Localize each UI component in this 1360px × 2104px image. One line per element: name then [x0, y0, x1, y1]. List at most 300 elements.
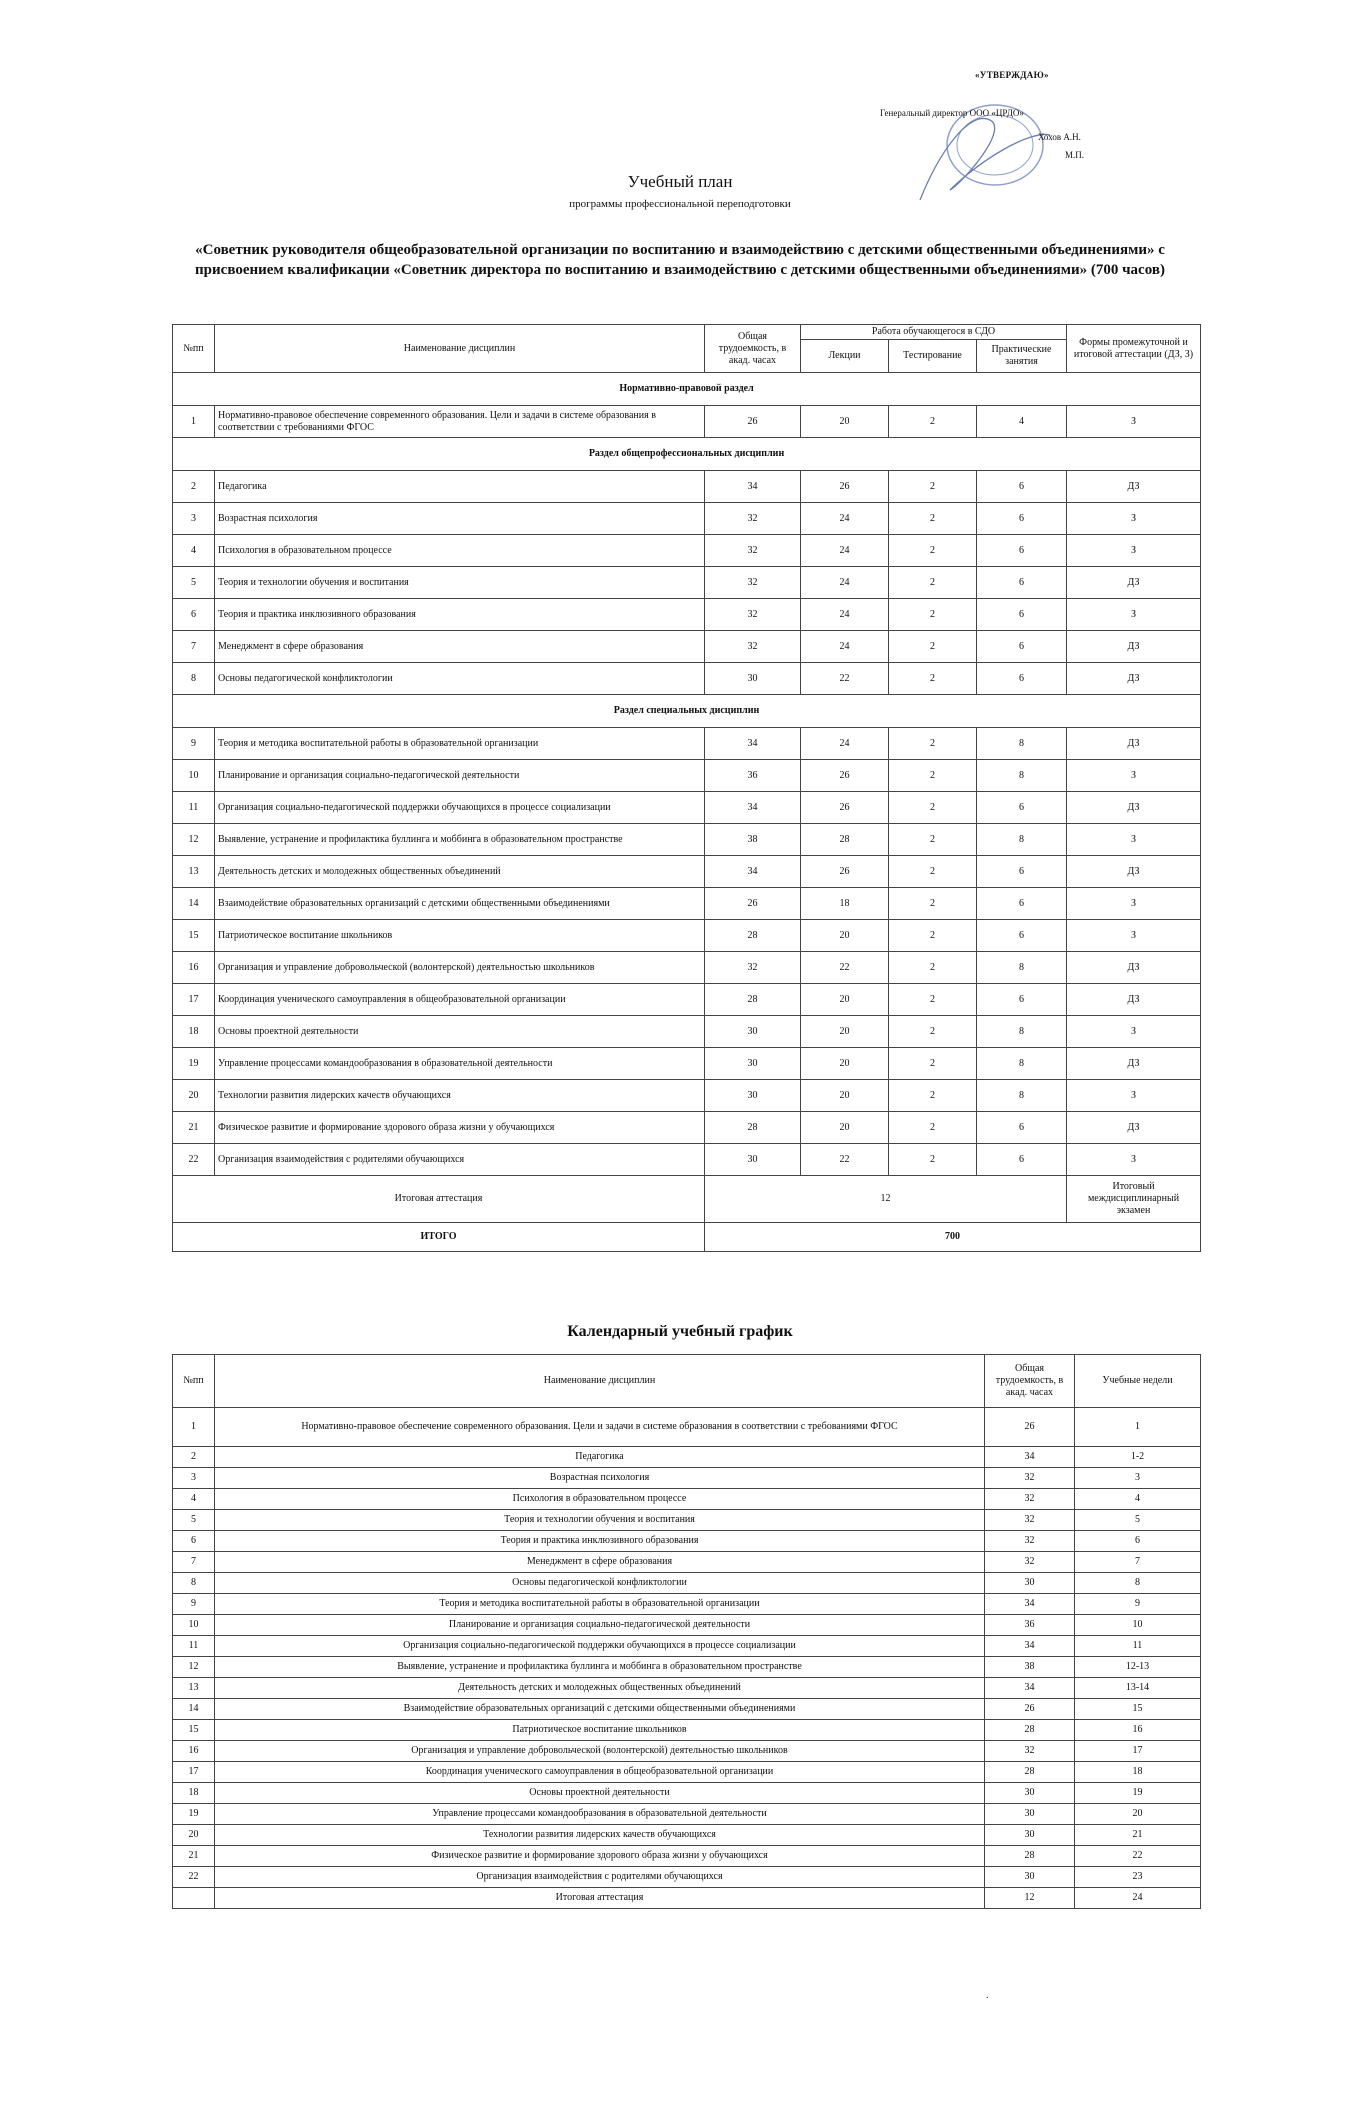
- cal-row-total: 30: [985, 1573, 1075, 1594]
- page-title: Учебный план: [627, 172, 733, 191]
- row-practice: 6: [977, 1112, 1067, 1144]
- table-row: [173, 535, 1201, 567]
- row-practice: 6: [977, 856, 1067, 888]
- row-practice: 6: [977, 888, 1067, 920]
- row-total: 30: [705, 1080, 801, 1112]
- table-row: [173, 1048, 1201, 1080]
- table-row: [173, 1573, 1201, 1594]
- cal-row-weeks: 13-14: [1075, 1678, 1201, 1699]
- row-form: ДЗ: [1067, 728, 1201, 760]
- row-practice: 6: [977, 663, 1067, 695]
- row-lectures: 20: [801, 984, 889, 1016]
- final-label: Итоговая аттестация: [173, 1176, 705, 1223]
- row-practice: 8: [977, 1016, 1067, 1048]
- table-row: [173, 503, 1201, 535]
- row-num: 16: [173, 952, 215, 984]
- cal-row-num: 10: [173, 1615, 215, 1636]
- cal-row-name: Основы проектной деятельности: [215, 1783, 985, 1804]
- cal-row-weeks: 5: [1075, 1510, 1201, 1531]
- cal-row-num: 18: [173, 1783, 215, 1804]
- row-name: Организация социально-педагогической поддержки обучающихся в процессе социализации: [215, 792, 705, 824]
- cal-row-weeks: 17: [1075, 1741, 1201, 1762]
- row-total: 28: [705, 984, 801, 1016]
- row-total: 30: [705, 1016, 801, 1048]
- final-hours: 12: [705, 1176, 1067, 1223]
- cal-row-total: 30: [985, 1825, 1075, 1846]
- header-lectures: Лекции: [801, 340, 889, 373]
- cal-row-weeks: 7: [1075, 1552, 1201, 1573]
- cal-row-total: 32: [985, 1741, 1075, 1762]
- row-lectures: 22: [801, 952, 889, 984]
- row-testing: 2: [889, 599, 977, 631]
- cal-row-name: Организация взаимодействия с родителями обучающихся: [215, 1867, 985, 1888]
- row-testing: 2: [889, 984, 977, 1016]
- cal-row-name: Координация ученического самоуправления в общеобразовательной организации: [215, 1762, 985, 1783]
- cal-row-name: Педагогика: [215, 1447, 985, 1468]
- row-practice: 8: [977, 728, 1067, 760]
- cal-row-name: Менеджмент в сфере образования: [215, 1552, 985, 1573]
- row-total: 28: [705, 920, 801, 952]
- row-num: 4: [173, 535, 215, 567]
- row-num: 14: [173, 888, 215, 920]
- cal-row-num: 1: [173, 1408, 215, 1447]
- cal-row-weeks: 16: [1075, 1720, 1201, 1741]
- calendar-title: Календарный учебный график: [567, 1323, 793, 1340]
- row-lectures: 22: [801, 663, 889, 695]
- row-form: ДЗ: [1067, 952, 1201, 984]
- row-lectures: 24: [801, 567, 889, 599]
- section-title: Нормативно-правовой раздел: [173, 373, 1201, 406]
- cal-row-name: Планирование и организация социально-педагогической деятельности: [215, 1615, 985, 1636]
- cal-row-num: 3: [173, 1468, 215, 1489]
- table-row: [173, 952, 1201, 984]
- section-title: Раздел специальных дисциплин: [173, 695, 1201, 728]
- row-testing: 2: [889, 760, 977, 792]
- table-row: [173, 406, 1201, 438]
- table-row: [173, 1615, 1201, 1636]
- table-row: [173, 1699, 1201, 1720]
- cal-row-weeks: 10: [1075, 1615, 1201, 1636]
- row-total: 34: [705, 471, 801, 503]
- row-name: Выявление, устранение и профилактика буллинга и моббинга в образовательном пространстве: [215, 824, 705, 856]
- row-num: 1: [173, 406, 215, 438]
- row-num: 15: [173, 920, 215, 952]
- cal-row-total: 30: [985, 1804, 1075, 1825]
- row-testing: 2: [889, 406, 977, 438]
- cal-row-weeks: 19: [1075, 1783, 1201, 1804]
- row-lectures: 24: [801, 728, 889, 760]
- cal-row-name: Теория и методика воспитательной работы в образовательной организации: [215, 1594, 985, 1615]
- table-row: [173, 888, 1201, 920]
- cal-row-name: Технологии развития лидерских качеств обучающихся: [215, 1825, 985, 1846]
- row-lectures: 20: [801, 920, 889, 952]
- row-total: 26: [705, 888, 801, 920]
- row-total: 32: [705, 952, 801, 984]
- header-num: №пп: [173, 325, 215, 373]
- approval-stamp-place: М.П.: [1065, 150, 1085, 160]
- section-row: [173, 695, 1201, 728]
- row-practice: 8: [977, 760, 1067, 792]
- row-name: Управление процессами командообразования в образовательной деятельности: [215, 1048, 705, 1080]
- table-row: [173, 1447, 1201, 1468]
- row-practice: 6: [977, 1144, 1067, 1176]
- row-lectures: 26: [801, 760, 889, 792]
- row-num: 18: [173, 1016, 215, 1048]
- cal-row-total: 34: [985, 1678, 1075, 1699]
- header-forms: Формы промежуточной и итоговой аттестации (ДЗ, З): [1067, 325, 1201, 373]
- row-testing: 2: [889, 535, 977, 567]
- cal-row-num: [173, 1888, 215, 1909]
- cal-row-num: 7: [173, 1552, 215, 1573]
- cal-row-num: 16: [173, 1741, 215, 1762]
- final-attestation-row: [173, 1176, 1201, 1223]
- table-row: [173, 1552, 1201, 1573]
- table-row: [173, 856, 1201, 888]
- row-num: 13: [173, 856, 215, 888]
- table-row: [173, 1531, 1201, 1552]
- table-row: [173, 1720, 1201, 1741]
- row-total: 38: [705, 824, 801, 856]
- cal-row-weeks: 21: [1075, 1825, 1201, 1846]
- row-lectures: 20: [801, 1112, 889, 1144]
- cal-header-total: Общая трудоемкость, в акад. часах: [985, 1355, 1075, 1408]
- cal-row-name: Взаимодействие образовательных организаций с детскими общественными объединениями: [215, 1699, 985, 1720]
- row-practice: 4: [977, 406, 1067, 438]
- row-lectures: 20: [801, 406, 889, 438]
- curriculum-table: [172, 324, 1201, 1252]
- row-num: 17: [173, 984, 215, 1016]
- cal-row-total: 34: [985, 1447, 1075, 1468]
- row-lectures: 28: [801, 824, 889, 856]
- row-form: ДЗ: [1067, 631, 1201, 663]
- cal-header-weeks: Учебные недели: [1075, 1355, 1201, 1408]
- row-testing: 2: [889, 567, 977, 599]
- row-name: Основы проектной деятельности: [215, 1016, 705, 1048]
- table-row: [173, 1741, 1201, 1762]
- row-num: 22: [173, 1144, 215, 1176]
- cal-row-total: 32: [985, 1510, 1075, 1531]
- cal-row-num: 9: [173, 1594, 215, 1615]
- row-num: 2: [173, 471, 215, 503]
- row-name: Физическое развитие и формирование здорового образа жизни у обучающихся: [215, 1112, 705, 1144]
- row-testing: 2: [889, 952, 977, 984]
- row-name: Технологии развития лидерских качеств обучающихся: [215, 1080, 705, 1112]
- row-practice: 6: [977, 631, 1067, 663]
- table-row: [173, 1804, 1201, 1825]
- row-total: 28: [705, 1112, 801, 1144]
- row-name: Организация и управление добровольческой (волонтерской) деятельностью школьников: [215, 952, 705, 984]
- cal-row-num: 21: [173, 1846, 215, 1867]
- row-lectures: 24: [801, 599, 889, 631]
- row-num: 19: [173, 1048, 215, 1080]
- cal-row-total: 36: [985, 1615, 1075, 1636]
- row-total: 32: [705, 631, 801, 663]
- row-num: 3: [173, 503, 215, 535]
- cal-row-weeks: 23: [1075, 1867, 1201, 1888]
- row-num: 20: [173, 1080, 215, 1112]
- row-practice: 6: [977, 920, 1067, 952]
- page-subtitle: программы профессиональной переподготовки: [569, 198, 791, 210]
- row-form: З: [1067, 535, 1201, 567]
- row-name: Взаимодействие образовательных организаций с детскими общественными объединениями: [215, 888, 705, 920]
- row-form: З: [1067, 406, 1201, 438]
- row-practice: 6: [977, 535, 1067, 567]
- cal-row-total: 32: [985, 1489, 1075, 1510]
- table-header-row: [173, 325, 1201, 340]
- cal-row-num: 15: [173, 1720, 215, 1741]
- table-row: [173, 1762, 1201, 1783]
- row-form: ДЗ: [1067, 856, 1201, 888]
- row-testing: 2: [889, 1112, 977, 1144]
- row-name: Нормативно-правовое обеспечение современного образования. Цели и задачи в системе образования в соответствии с требованиями ФГОС: [215, 406, 705, 438]
- row-total: 34: [705, 856, 801, 888]
- row-testing: 2: [889, 1016, 977, 1048]
- row-name: Педагогика: [215, 471, 705, 503]
- table-row: [173, 631, 1201, 663]
- row-num: 21: [173, 1112, 215, 1144]
- row-total: 26: [705, 406, 801, 438]
- cal-row-num: 11: [173, 1636, 215, 1657]
- row-name: Менеджмент в сфере образования: [215, 631, 705, 663]
- cal-row-weeks: 24: [1075, 1888, 1201, 1909]
- row-practice: 6: [977, 471, 1067, 503]
- cal-row-total: 28: [985, 1762, 1075, 1783]
- cal-row-total: 26: [985, 1408, 1075, 1447]
- cal-header-name: Наименование дисциплин: [215, 1355, 985, 1408]
- cal-row-num: 4: [173, 1489, 215, 1510]
- row-total: 34: [705, 792, 801, 824]
- row-name: Планирование и организация социально-педагогической деятельности: [215, 760, 705, 792]
- row-lectures: 24: [801, 535, 889, 567]
- row-num: 10: [173, 760, 215, 792]
- header-work: Работа обучающегося в СДО: [801, 325, 1067, 340]
- cal-row-name: Теория и технологии обучения и воспитания: [215, 1510, 985, 1531]
- row-num: 8: [173, 663, 215, 695]
- row-practice: 8: [977, 952, 1067, 984]
- table-row: [173, 663, 1201, 695]
- row-form: З: [1067, 888, 1201, 920]
- cal-row-weeks: 6: [1075, 1531, 1201, 1552]
- cal-row-name: Организация и управление добровольческой (волонтерской) деятельностью школьников: [215, 1741, 985, 1762]
- cal-row-weeks: 18: [1075, 1762, 1201, 1783]
- section-title: Раздел общепрофессиональных дисциплин: [173, 438, 1201, 471]
- row-name: Патриотическое воспитание школьников: [215, 920, 705, 952]
- cal-row-num: 22: [173, 1867, 215, 1888]
- cal-row-name: Организация социально-педагогической поддержки обучающихся в процессе социализации: [215, 1636, 985, 1657]
- row-lectures: 24: [801, 503, 889, 535]
- approval-position: Генеральный директор ООО «ЦРДО»: [880, 108, 1024, 118]
- cal-row-num: 20: [173, 1825, 215, 1846]
- table-row: [173, 760, 1201, 792]
- cal-row-name: Итоговая аттестация: [215, 1888, 985, 1909]
- row-name: Деятельность детских и молодежных общественных объединений: [215, 856, 705, 888]
- calendar-header-row: [173, 1355, 1201, 1408]
- table-row: [173, 1636, 1201, 1657]
- total-hours: 700: [705, 1223, 1201, 1252]
- cal-row-total: 28: [985, 1720, 1075, 1741]
- row-form: ДЗ: [1067, 1048, 1201, 1080]
- row-practice: 6: [977, 567, 1067, 599]
- row-form: З: [1067, 503, 1201, 535]
- row-testing: 2: [889, 824, 977, 856]
- row-total: 36: [705, 760, 801, 792]
- row-total: 32: [705, 567, 801, 599]
- row-practice: 6: [977, 984, 1067, 1016]
- cal-row-weeks: 9: [1075, 1594, 1201, 1615]
- cal-row-name: Нормативно-правовое обеспечение современного образования. Цели и задачи в системе образования в соответствии с требованиями ФГОС: [215, 1408, 985, 1447]
- row-lectures: 26: [801, 792, 889, 824]
- table-row: [173, 1867, 1201, 1888]
- table-row: [173, 1112, 1201, 1144]
- row-form: З: [1067, 599, 1201, 631]
- row-num: 12: [173, 824, 215, 856]
- cal-row-name: Основы педагогической конфликтологии: [215, 1573, 985, 1594]
- cal-row-weeks: 3: [1075, 1468, 1201, 1489]
- row-lectures: 18: [801, 888, 889, 920]
- table-row: [173, 1594, 1201, 1615]
- row-practice: 8: [977, 1080, 1067, 1112]
- table-row: [173, 1016, 1201, 1048]
- row-practice: 8: [977, 824, 1067, 856]
- table-row: [173, 1657, 1201, 1678]
- table-row: [173, 1510, 1201, 1531]
- cal-row-total: 38: [985, 1657, 1075, 1678]
- table-row: [173, 1846, 1201, 1867]
- table-row: [173, 728, 1201, 760]
- cal-row-num: 19: [173, 1804, 215, 1825]
- program-title: «Советник руководителя общеобразовательной организации по воспитанию и взаимодействию с детскими общественными объединениями» с присвоением квалификации «Советник директора по воспитанию и взаимодействию с детскими общественными объединениями» (700 часов): [195, 242, 1165, 278]
- row-name: Теория и методика воспитательной работы в образовательной организации: [215, 728, 705, 760]
- row-testing: 2: [889, 888, 977, 920]
- row-form: З: [1067, 920, 1201, 952]
- row-total: 30: [705, 663, 801, 695]
- total-label: ИТОГО: [173, 1223, 705, 1252]
- cal-row-num: 6: [173, 1531, 215, 1552]
- cal-row-weeks: 20: [1075, 1804, 1201, 1825]
- row-form: ДЗ: [1067, 471, 1201, 503]
- cal-row-total: 32: [985, 1552, 1075, 1573]
- cal-row-name: Возрастная психология: [215, 1468, 985, 1489]
- row-num: 6: [173, 599, 215, 631]
- row-num: 5: [173, 567, 215, 599]
- row-total: 30: [705, 1144, 801, 1176]
- approval-name: Хохов А.Н.: [1038, 132, 1081, 142]
- row-lectures: 22: [801, 1144, 889, 1176]
- cal-row-total: 32: [985, 1531, 1075, 1552]
- cal-row-total: 32: [985, 1468, 1075, 1489]
- row-form: З: [1067, 1080, 1201, 1112]
- row-lectures: 24: [801, 631, 889, 663]
- cal-row-weeks: 15: [1075, 1699, 1201, 1720]
- row-testing: 2: [889, 920, 977, 952]
- cal-row-total: 34: [985, 1636, 1075, 1657]
- row-total: 32: [705, 503, 801, 535]
- table-row: [173, 1144, 1201, 1176]
- row-practice: 8: [977, 1048, 1067, 1080]
- cal-row-total: 26: [985, 1699, 1075, 1720]
- row-testing: 2: [889, 663, 977, 695]
- cal-row-total: 30: [985, 1867, 1075, 1888]
- row-total: 32: [705, 535, 801, 567]
- cal-row-weeks: 4: [1075, 1489, 1201, 1510]
- row-practice: 6: [977, 599, 1067, 631]
- cal-row-total: 34: [985, 1594, 1075, 1615]
- cal-row-name: Деятельность детских и молодежных общественных объединений: [215, 1678, 985, 1699]
- row-lectures: 20: [801, 1048, 889, 1080]
- row-practice: 6: [977, 792, 1067, 824]
- row-num: 11: [173, 792, 215, 824]
- row-testing: 2: [889, 856, 977, 888]
- curriculum-body: [173, 373, 1201, 1176]
- cal-row-name: Выявление, устранение и профилактика буллинга и моббинга в образовательном пространстве: [215, 1657, 985, 1678]
- row-total: 30: [705, 1048, 801, 1080]
- row-form: ДЗ: [1067, 792, 1201, 824]
- calendar-body: [173, 1408, 1201, 1909]
- cal-row-weeks: 1: [1075, 1408, 1201, 1447]
- cal-header-num: №пп: [173, 1355, 215, 1408]
- header-testing: Тестирование: [889, 340, 977, 373]
- row-total: 34: [705, 728, 801, 760]
- cal-row-num: 12: [173, 1657, 215, 1678]
- row-form: ДЗ: [1067, 663, 1201, 695]
- cal-row-name: Управление процессами командообразования в образовательной деятельности: [215, 1804, 985, 1825]
- row-testing: 2: [889, 503, 977, 535]
- table-row: [173, 824, 1201, 856]
- table-row: [173, 1408, 1201, 1447]
- row-total: 32: [705, 599, 801, 631]
- row-name: Организация взаимодействия с родителями обучающихся: [215, 1144, 705, 1176]
- row-lectures: 20: [801, 1080, 889, 1112]
- row-num: 7: [173, 631, 215, 663]
- cal-row-weeks: 11: [1075, 1636, 1201, 1657]
- table-row: [173, 1783, 1201, 1804]
- cal-row-num: 14: [173, 1699, 215, 1720]
- row-form: З: [1067, 1016, 1201, 1048]
- table-row: [173, 920, 1201, 952]
- row-testing: 2: [889, 1048, 977, 1080]
- row-form: З: [1067, 824, 1201, 856]
- table-row: [173, 1678, 1201, 1699]
- row-name: Теория и технологии обучения и воспитания: [215, 567, 705, 599]
- total-row: [173, 1223, 1201, 1252]
- cal-row-weeks: 1-2: [1075, 1447, 1201, 1468]
- row-practice: 6: [977, 503, 1067, 535]
- table-row: [173, 1825, 1201, 1846]
- header-name: Наименование дисциплин: [215, 325, 705, 373]
- cal-row-num: 8: [173, 1573, 215, 1594]
- table-row: [173, 1468, 1201, 1489]
- section-row: [173, 438, 1201, 471]
- row-lectures: 26: [801, 856, 889, 888]
- cal-row-total: 30: [985, 1783, 1075, 1804]
- row-testing: 2: [889, 1080, 977, 1112]
- row-name: Возрастная психология: [215, 503, 705, 535]
- row-name: Координация ученического самоуправления в общеобразовательной организации: [215, 984, 705, 1016]
- row-testing: 2: [889, 631, 977, 663]
- cal-row-num: 2: [173, 1447, 215, 1468]
- table-row: [173, 984, 1201, 1016]
- cal-row-weeks: 12-13: [1075, 1657, 1201, 1678]
- table-row: [173, 1080, 1201, 1112]
- header-total: Общая трудоемкость, в акад. часах: [705, 325, 801, 373]
- row-form: З: [1067, 1144, 1201, 1176]
- table-row: [173, 599, 1201, 631]
- table-row: [173, 1888, 1201, 1909]
- table-row: [173, 792, 1201, 824]
- cal-row-weeks: 22: [1075, 1846, 1201, 1867]
- cal-row-name: Теория и практика инклюзивного образования: [215, 1531, 985, 1552]
- final-form: Итоговый междисциплинарный экзамен: [1067, 1176, 1201, 1223]
